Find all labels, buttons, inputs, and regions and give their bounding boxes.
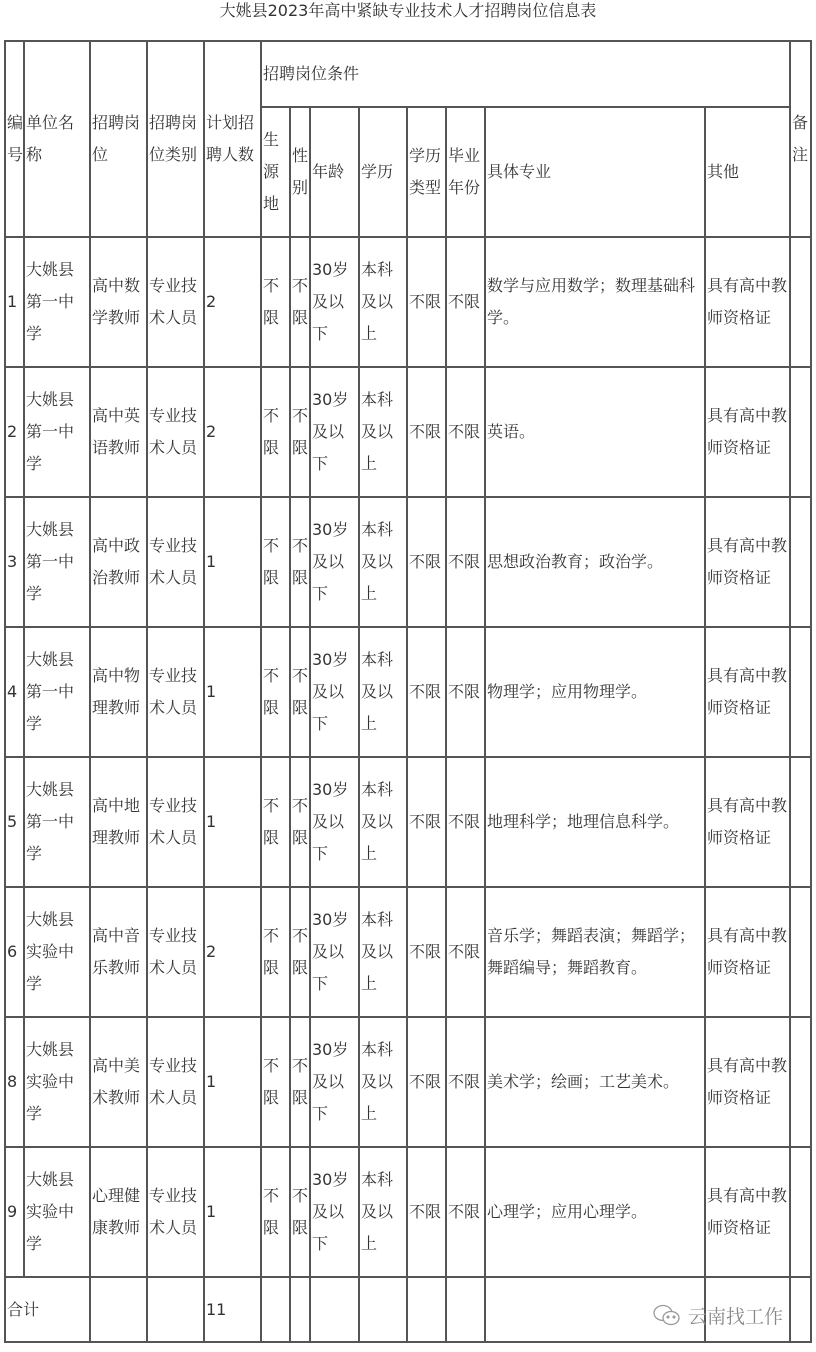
cell-no: 2 xyxy=(5,367,24,497)
wechat-icon xyxy=(652,1303,682,1329)
cell-origin: 不限 xyxy=(261,887,290,1017)
cell-count: 2 xyxy=(204,237,261,367)
cell-gender: 不限 xyxy=(290,1017,310,1147)
cell-origin: 不限 xyxy=(261,627,290,757)
cell-other: 具有高中教师资格证 xyxy=(705,237,790,367)
total-empty-cell xyxy=(407,1277,446,1342)
header-conditions: 招聘岗位条件 xyxy=(261,41,790,107)
cell-edu-type: 不限 xyxy=(407,627,446,757)
header-unit: 单位名称 xyxy=(24,41,90,237)
cell-major: 心理学；应用心理学。 xyxy=(485,1147,705,1277)
cell-grad-year: 不限 xyxy=(446,237,485,367)
cell-remark xyxy=(790,627,811,757)
cell-major: 数学与应用数学；数理基础科学。 xyxy=(485,237,705,367)
cell-unit: 大姚县第一中学 xyxy=(24,237,90,367)
cell-post: 高中政治教师 xyxy=(90,497,147,627)
cell-edu: 本科及以上 xyxy=(359,497,407,627)
cell-count: 1 xyxy=(204,627,261,757)
cell-post-type: 专业技术人员 xyxy=(147,1017,204,1147)
cell-count: 1 xyxy=(204,1017,261,1147)
cell-count: 1 xyxy=(204,757,261,887)
cell-no: 4 xyxy=(5,627,24,757)
cell-age: 30岁及以下 xyxy=(310,497,359,627)
cell-age: 30岁及以下 xyxy=(310,1017,359,1147)
header-grad-year: 毕业年份 xyxy=(446,107,485,237)
cell-post-type: 专业技术人员 xyxy=(147,237,204,367)
cell-post: 高中音乐教师 xyxy=(90,887,147,1017)
cell-count: 2 xyxy=(204,887,261,1017)
cell-gender: 不限 xyxy=(290,1147,310,1277)
cell-unit: 大姚县第一中学 xyxy=(24,627,90,757)
table-row xyxy=(5,1017,811,1147)
cell-major: 英语。 xyxy=(485,367,705,497)
cell-edu-type: 不限 xyxy=(407,1017,446,1147)
cell-count: 1 xyxy=(204,497,261,627)
cell-unit: 大姚县实验中学 xyxy=(24,1017,90,1147)
cell-post: 高中数学教师 xyxy=(90,237,147,367)
cell-no: 5 xyxy=(5,757,24,887)
cell-gender: 不限 xyxy=(290,627,310,757)
cell-other: 具有高中教师资格证 xyxy=(705,757,790,887)
cell-age: 30岁及以下 xyxy=(310,627,359,757)
header-major: 具体专业 xyxy=(485,107,705,237)
total-count: 11 xyxy=(204,1277,261,1342)
cell-major: 思想政治教育；政治学。 xyxy=(485,497,705,627)
cell-post-type: 专业技术人员 xyxy=(147,1147,204,1277)
header-other: 其他 xyxy=(705,107,790,237)
cell-age: 30岁及以下 xyxy=(310,367,359,497)
header-post: 招聘岗位 xyxy=(90,41,147,237)
cell-origin: 不限 xyxy=(261,1017,290,1147)
watermark xyxy=(652,1302,783,1329)
cell-edu: 本科及以上 xyxy=(359,367,407,497)
cell-remark xyxy=(790,1147,811,1277)
total-empty-cell xyxy=(90,1277,147,1342)
cell-grad-year: 不限 xyxy=(446,1017,485,1147)
table-row xyxy=(5,887,811,1017)
total-empty-cell xyxy=(310,1277,359,1342)
total-label: 合计 xyxy=(5,1277,90,1342)
cell-no: 3 xyxy=(5,497,24,627)
table-row xyxy=(5,757,811,887)
cell-count: 1 xyxy=(204,1147,261,1277)
cell-post: 高中地理教师 xyxy=(90,757,147,887)
total-empty-cell xyxy=(446,1277,485,1342)
watermark-text: 云南找工作 xyxy=(688,1306,784,1328)
header-edu-type: 学历类型 xyxy=(407,107,446,237)
cell-no: 9 xyxy=(5,1147,24,1277)
cell-post-type: 专业技术人员 xyxy=(147,887,204,1017)
cell-edu: 本科及以上 xyxy=(359,887,407,1017)
cell-no: 6 xyxy=(5,887,24,1017)
cell-other: 具有高中教师资格证 xyxy=(705,627,790,757)
header-gender: 性别 xyxy=(290,107,310,237)
header-count: 计划招聘人数 xyxy=(204,41,261,237)
cell-unit: 大姚县第一中学 xyxy=(24,757,90,887)
cell-remark xyxy=(790,237,811,367)
total-empty-cell xyxy=(147,1277,204,1342)
header-origin: 生源地 xyxy=(261,107,290,237)
header-edu: 学历 xyxy=(359,107,407,237)
total-empty-cell xyxy=(261,1277,290,1342)
cell-gender: 不限 xyxy=(290,497,310,627)
cell-unit: 大姚县实验中学 xyxy=(24,887,90,1017)
cell-edu: 本科及以上 xyxy=(359,757,407,887)
cell-other: 具有高中教师资格证 xyxy=(705,497,790,627)
cell-remark xyxy=(790,367,811,497)
cell-count: 2 xyxy=(204,367,261,497)
cell-gender: 不限 xyxy=(290,237,310,367)
table-row xyxy=(5,627,811,757)
cell-grad-year: 不限 xyxy=(446,497,485,627)
cell-edu: 本科及以上 xyxy=(359,627,407,757)
cell-edu: 本科及以上 xyxy=(359,1147,407,1277)
cell-other: 具有高中教师资格证 xyxy=(705,887,790,1017)
total-empty-cell xyxy=(290,1277,310,1342)
cell-edu: 本科及以上 xyxy=(359,237,407,367)
cell-major: 音乐学；舞蹈表演；舞蹈学；舞蹈编导；舞蹈教育。 xyxy=(485,887,705,1017)
cell-gender: 不限 xyxy=(290,367,310,497)
table-row xyxy=(5,1147,811,1277)
table-row xyxy=(5,237,811,367)
cell-remark xyxy=(790,887,811,1017)
cell-post: 高中物理教师 xyxy=(90,627,147,757)
cell-no: 1 xyxy=(5,237,24,367)
cell-edu-type: 不限 xyxy=(407,367,446,497)
header-post-type: 招聘岗位类别 xyxy=(147,41,204,237)
cell-gender: 不限 xyxy=(290,757,310,887)
cell-edu: 本科及以上 xyxy=(359,1017,407,1147)
cell-edu-type: 不限 xyxy=(407,757,446,887)
cell-other: 具有高中教师资格证 xyxy=(705,367,790,497)
cell-post: 高中英语教师 xyxy=(90,367,147,497)
cell-remark xyxy=(790,757,811,887)
cell-post-type: 专业技术人员 xyxy=(147,497,204,627)
cell-gender: 不限 xyxy=(290,887,310,1017)
cell-age: 30岁及以下 xyxy=(310,1147,359,1277)
cell-unit: 大姚县实验中学 xyxy=(24,1147,90,1277)
cell-remark xyxy=(790,1017,811,1147)
total-empty-cell xyxy=(359,1277,407,1342)
header-no: 编号 xyxy=(5,41,24,237)
table-row xyxy=(5,497,811,627)
cell-post: 高中美术教师 xyxy=(90,1017,147,1147)
cell-post-type: 专业技术人员 xyxy=(147,367,204,497)
cell-grad-year: 不限 xyxy=(446,627,485,757)
page-title: 大姚县2023年高中紧缺专业技术人才招聘岗位信息表 xyxy=(219,1,597,20)
cell-edu-type: 不限 xyxy=(407,237,446,367)
cell-grad-year: 不限 xyxy=(446,367,485,497)
cell-unit: 大姚县第一中学 xyxy=(24,497,90,627)
cell-unit: 大姚县第一中学 xyxy=(24,367,90,497)
header-age: 年龄 xyxy=(310,107,359,237)
cell-age: 30岁及以下 xyxy=(310,887,359,1017)
cell-post: 心理健康教师 xyxy=(90,1147,147,1277)
cell-edu-type: 不限 xyxy=(407,1147,446,1277)
cell-other: 具有高中教师资格证 xyxy=(705,1017,790,1147)
table-row xyxy=(5,367,811,497)
cell-age: 30岁及以下 xyxy=(310,757,359,887)
cell-major: 物理学；应用物理学。 xyxy=(485,627,705,757)
cell-post-type: 专业技术人员 xyxy=(147,757,204,887)
cell-post-type: 专业技术人员 xyxy=(147,627,204,757)
cell-origin: 不限 xyxy=(261,757,290,887)
cell-edu-type: 不限 xyxy=(407,887,446,1017)
cell-grad-year: 不限 xyxy=(446,1147,485,1277)
header-remark: 备注 xyxy=(790,41,811,237)
cell-origin: 不限 xyxy=(261,1147,290,1277)
cell-grad-year: 不限 xyxy=(446,757,485,887)
cell-origin: 不限 xyxy=(261,497,290,627)
recruitment-table xyxy=(4,40,812,1343)
cell-other: 具有高中教师资格证 xyxy=(705,1147,790,1277)
cell-major: 地理科学；地理信息科学。 xyxy=(485,757,705,887)
cell-edu-type: 不限 xyxy=(407,497,446,627)
cell-major: 美术学；绘画；工艺美术。 xyxy=(485,1017,705,1147)
cell-age: 30岁及以下 xyxy=(310,237,359,367)
cell-origin: 不限 xyxy=(261,237,290,367)
cell-remark xyxy=(790,497,811,627)
cell-grad-year: 不限 xyxy=(446,887,485,1017)
cell-no: 8 xyxy=(5,1017,24,1147)
cell-origin: 不限 xyxy=(261,367,290,497)
total-empty-cell xyxy=(790,1277,811,1342)
